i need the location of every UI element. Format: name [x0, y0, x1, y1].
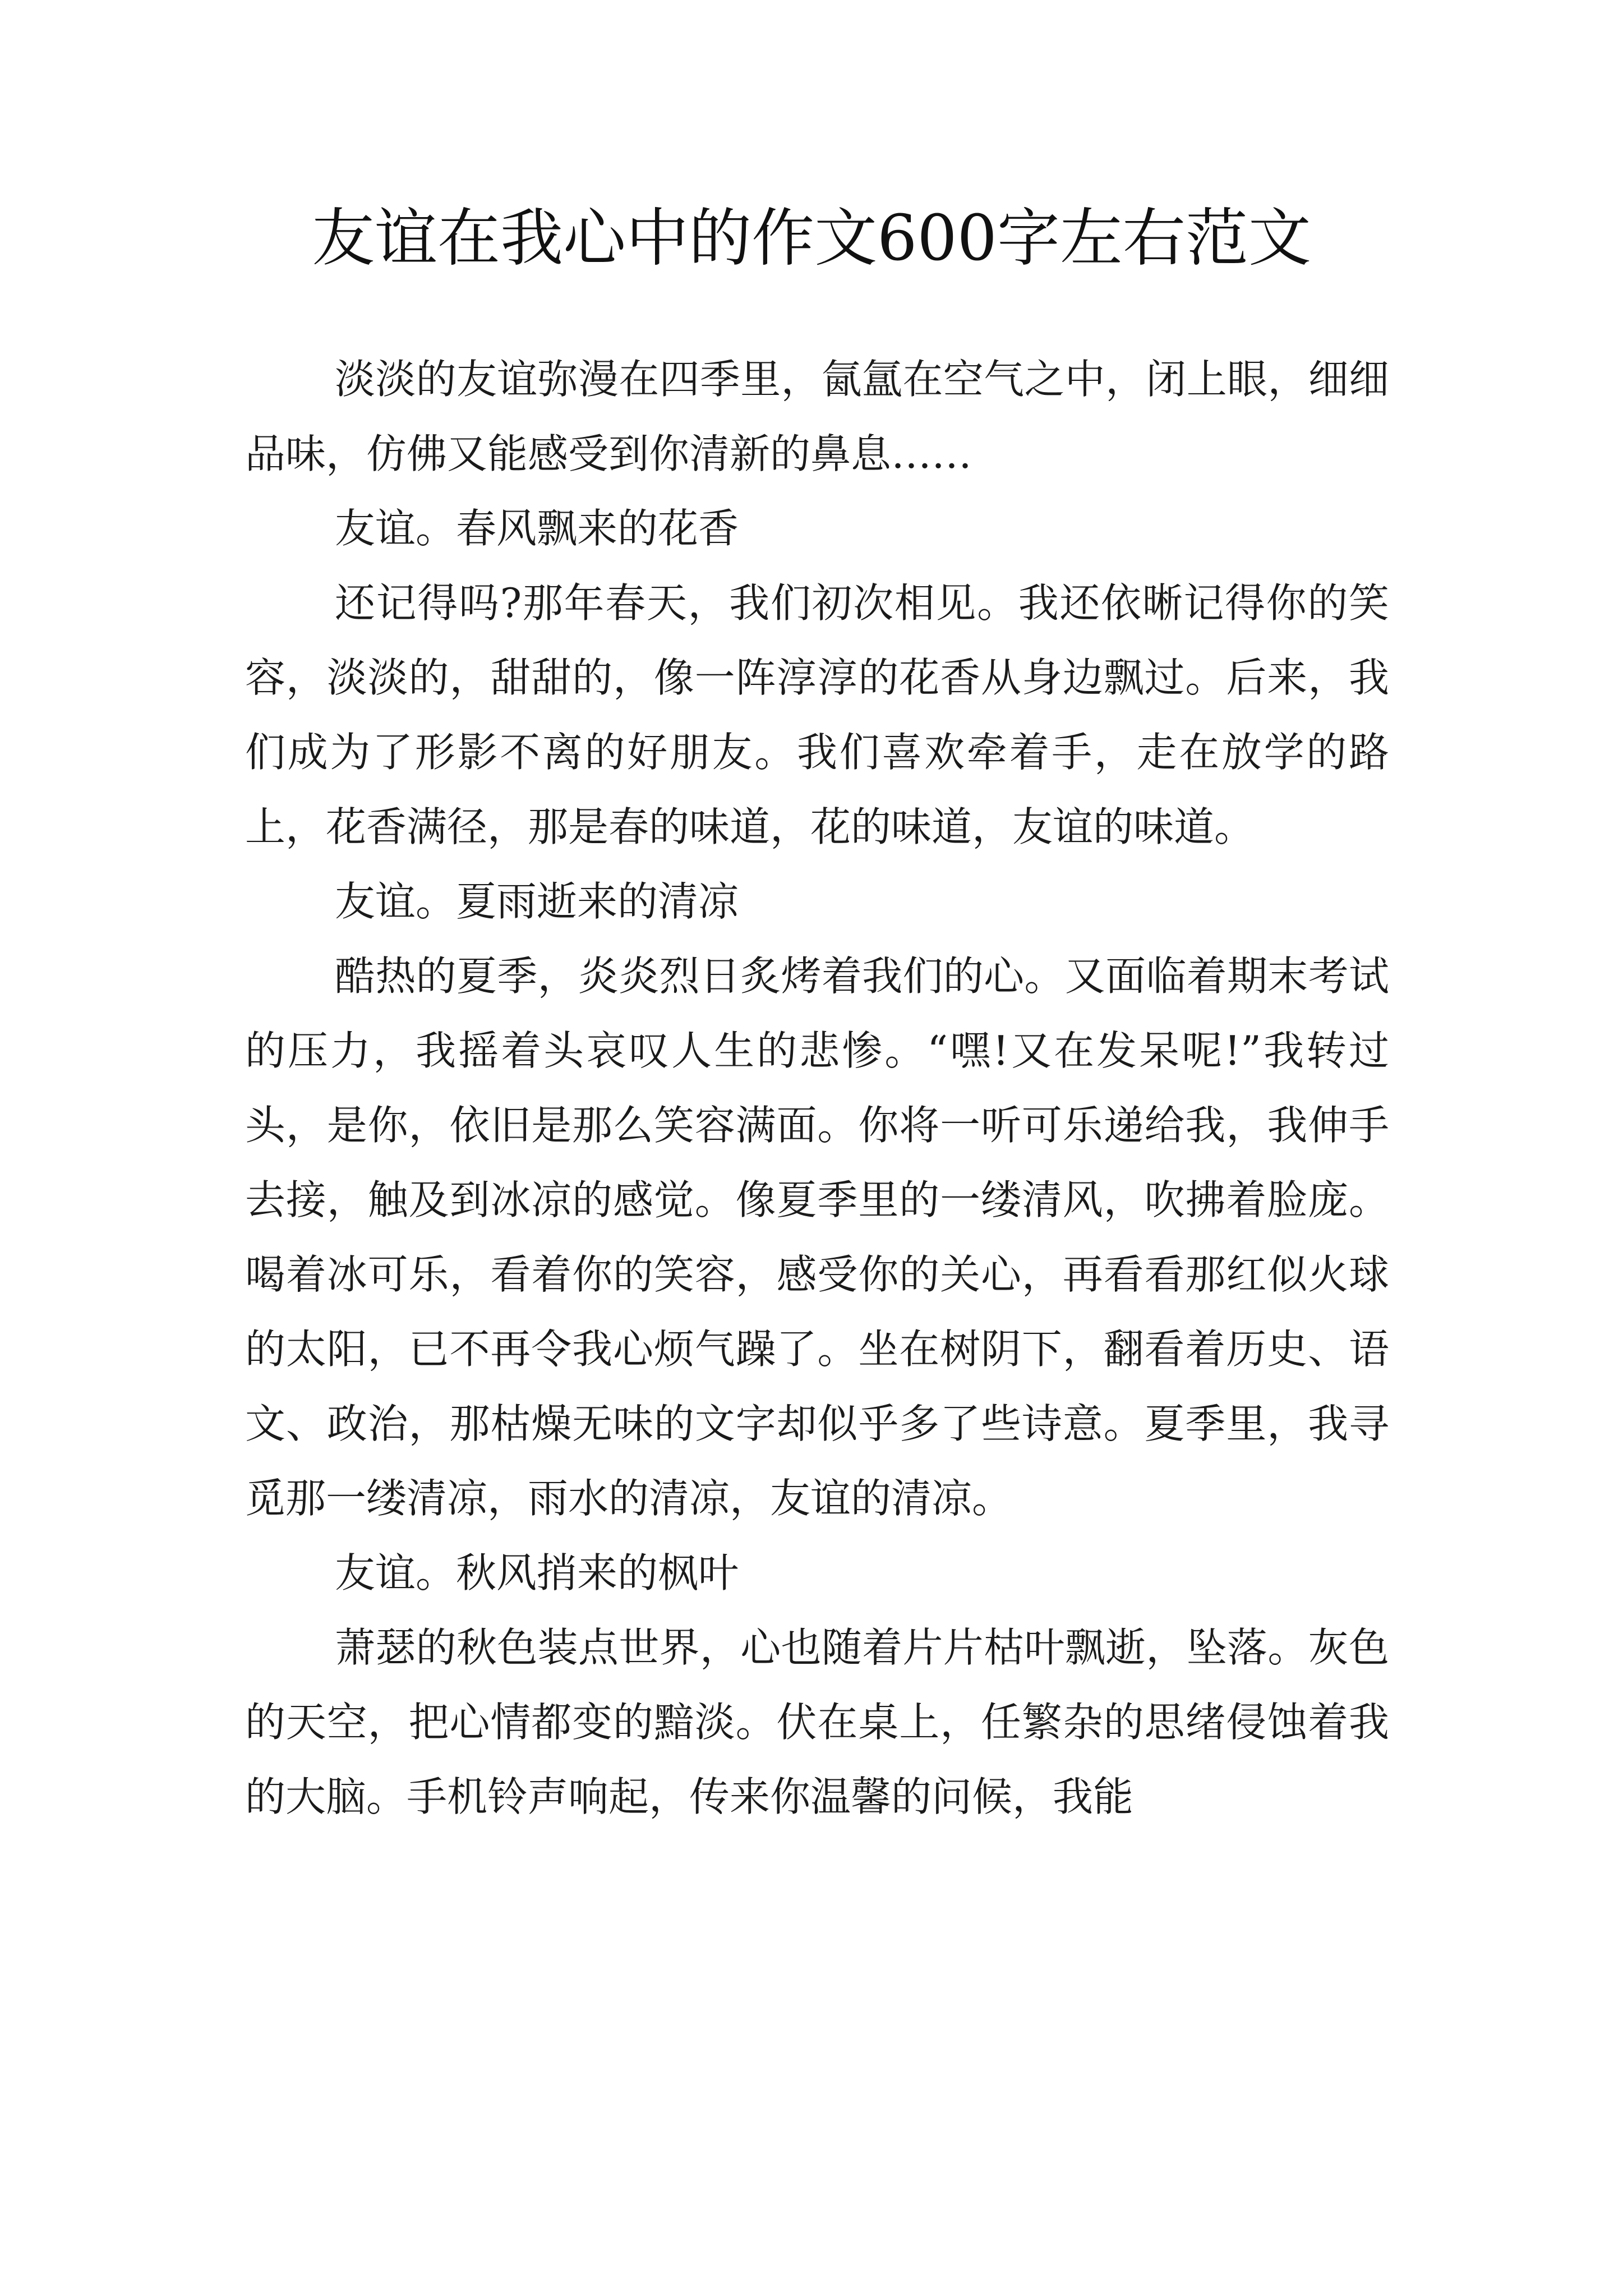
document-body: [245, 342, 1389, 1834]
intro-paragraph: 淡淡的友谊弥漫在四季里，氤氲在空气之中，闭上眼，细细品味，仿佛又能感受到你清新的鼻息……: [245, 356, 1389, 477]
section-heading-autumn: 友谊。秋风捎来的枫叶: [335, 1549, 739, 1596]
document-title: 友谊在我心中的作文600字左右范文: [312, 202, 1311, 275]
spring-paragraph: 还记得吗?那年春天，我们初次相见。我还依晰记得你的笑容，淡淡的，甜甜的，像一阵淳淳的花香从身边飘过。后来，我们成为了形影不离的好朋友。我们喜欢牵着手，走在放学的路上，花香满径，那是春的味道，花的味道，友谊的味道。: [245, 579, 1389, 850]
section-heading-summer: 友谊。夏雨逝来的清凉: [335, 878, 739, 925]
section-heading-spring: 友谊。春风飘来的花香: [335, 505, 739, 552]
summer-paragraph: 酷热的夏季，炎炎烈日炙烤着我们的心。又面临着期末考试的压力，我摇着头哀叹人生的悲惨。“嘿!又在发呆呢!”我转过头，是你，依旧是那么笑容满面。你将一听可乐递给我，我伸手去接，触及到冰凉的感觉。像夏季里的一缕清风，吹拂着脸庞。喝着冰可乐，看着你的笑容，感受你的关心，再看看那红似火球的太阳，已不再令我心烦气躁了。坐在树阴下，翻看着历史、语文、政治，那枯燥无味的文字却似乎多了些诗意。夏季里，我寻觅那一缕清凉，雨水的清凉，友谊的清凉。: [245, 953, 1389, 1522]
autumn-paragraph: 萧瑟的秋色装点世界，心也随着片片枯叶飘逝，坠落。灰色的天空，把心情都变的黯淡。伏在桌上，任繁杂的思绪侵蚀着我的大脑。手机铃声响起，传来你温馨的问候，我能: [245, 1624, 1389, 1820]
